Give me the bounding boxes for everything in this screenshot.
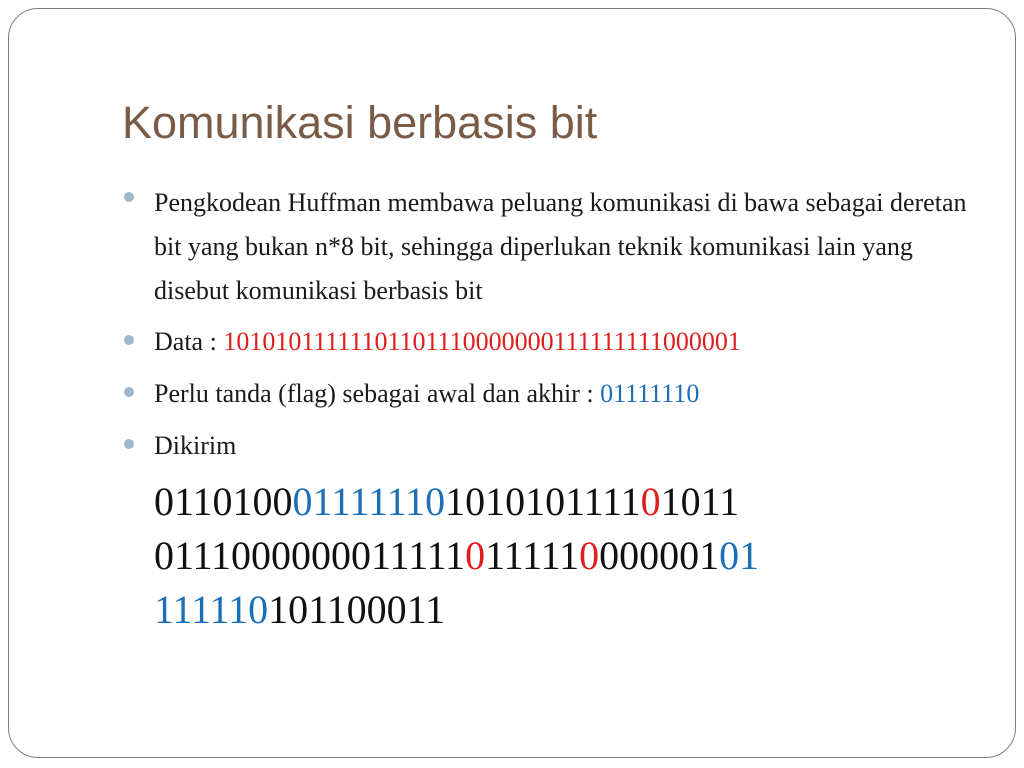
bullet-sent	[124, 428, 974, 464]
bullet-huffman-text: Pengkodean Huffman membawa peluang komunikasi di bawa sebagai deretan bit yang bukan n*8 bit, sehingga diperlukan teknik komunikasi lain yang disebut komunikasi berbasis bit	[154, 188, 967, 305]
stuffed-bit: 0	[640, 479, 661, 524]
bit-segment: 0110100	[154, 479, 293, 524]
flag-segment: 01111110	[292, 479, 446, 524]
bit-line-1	[154, 475, 759, 529]
bullet-list	[124, 181, 974, 464]
bullet-huffman	[124, 181, 974, 313]
stuffed-bit: 0	[579, 533, 600, 578]
bit-segment: 101100011	[268, 587, 446, 632]
sent-bitstream	[154, 475, 759, 637]
slide-title: Komunikasi berbasis bit	[122, 97, 598, 148]
bullet-dot-icon	[124, 439, 134, 449]
bit-segment: 0111000000011111	[154, 533, 466, 578]
bullet-dot-icon	[124, 335, 134, 345]
bit-line-3	[154, 583, 759, 637]
flag-value: 01111110	[600, 379, 700, 408]
flag-segment: 01	[719, 533, 760, 578]
bit-segment: 000001	[599, 533, 720, 578]
stuffed-bit: 0	[465, 533, 486, 578]
bit-line-2	[154, 529, 759, 583]
flag-text: Perlu tanda (flag) sebagai awal dan akhir :	[154, 379, 601, 408]
data-label: Data :	[154, 327, 224, 356]
sent-label: Dikirim	[154, 431, 237, 460]
bit-segment: 1011	[660, 479, 740, 524]
flag-segment: 111110	[154, 587, 269, 632]
bit-segment: 1010101111	[445, 479, 641, 524]
data-value: 10101011111101101110000000111111111000001	[223, 327, 741, 356]
bullet-data	[124, 324, 974, 360]
bullet-dot-icon	[124, 192, 134, 202]
bullet-flag	[124, 376, 974, 412]
bullet-dot-icon	[124, 387, 134, 397]
bit-segment: 11111	[485, 533, 580, 578]
slide	[8, 8, 1016, 758]
